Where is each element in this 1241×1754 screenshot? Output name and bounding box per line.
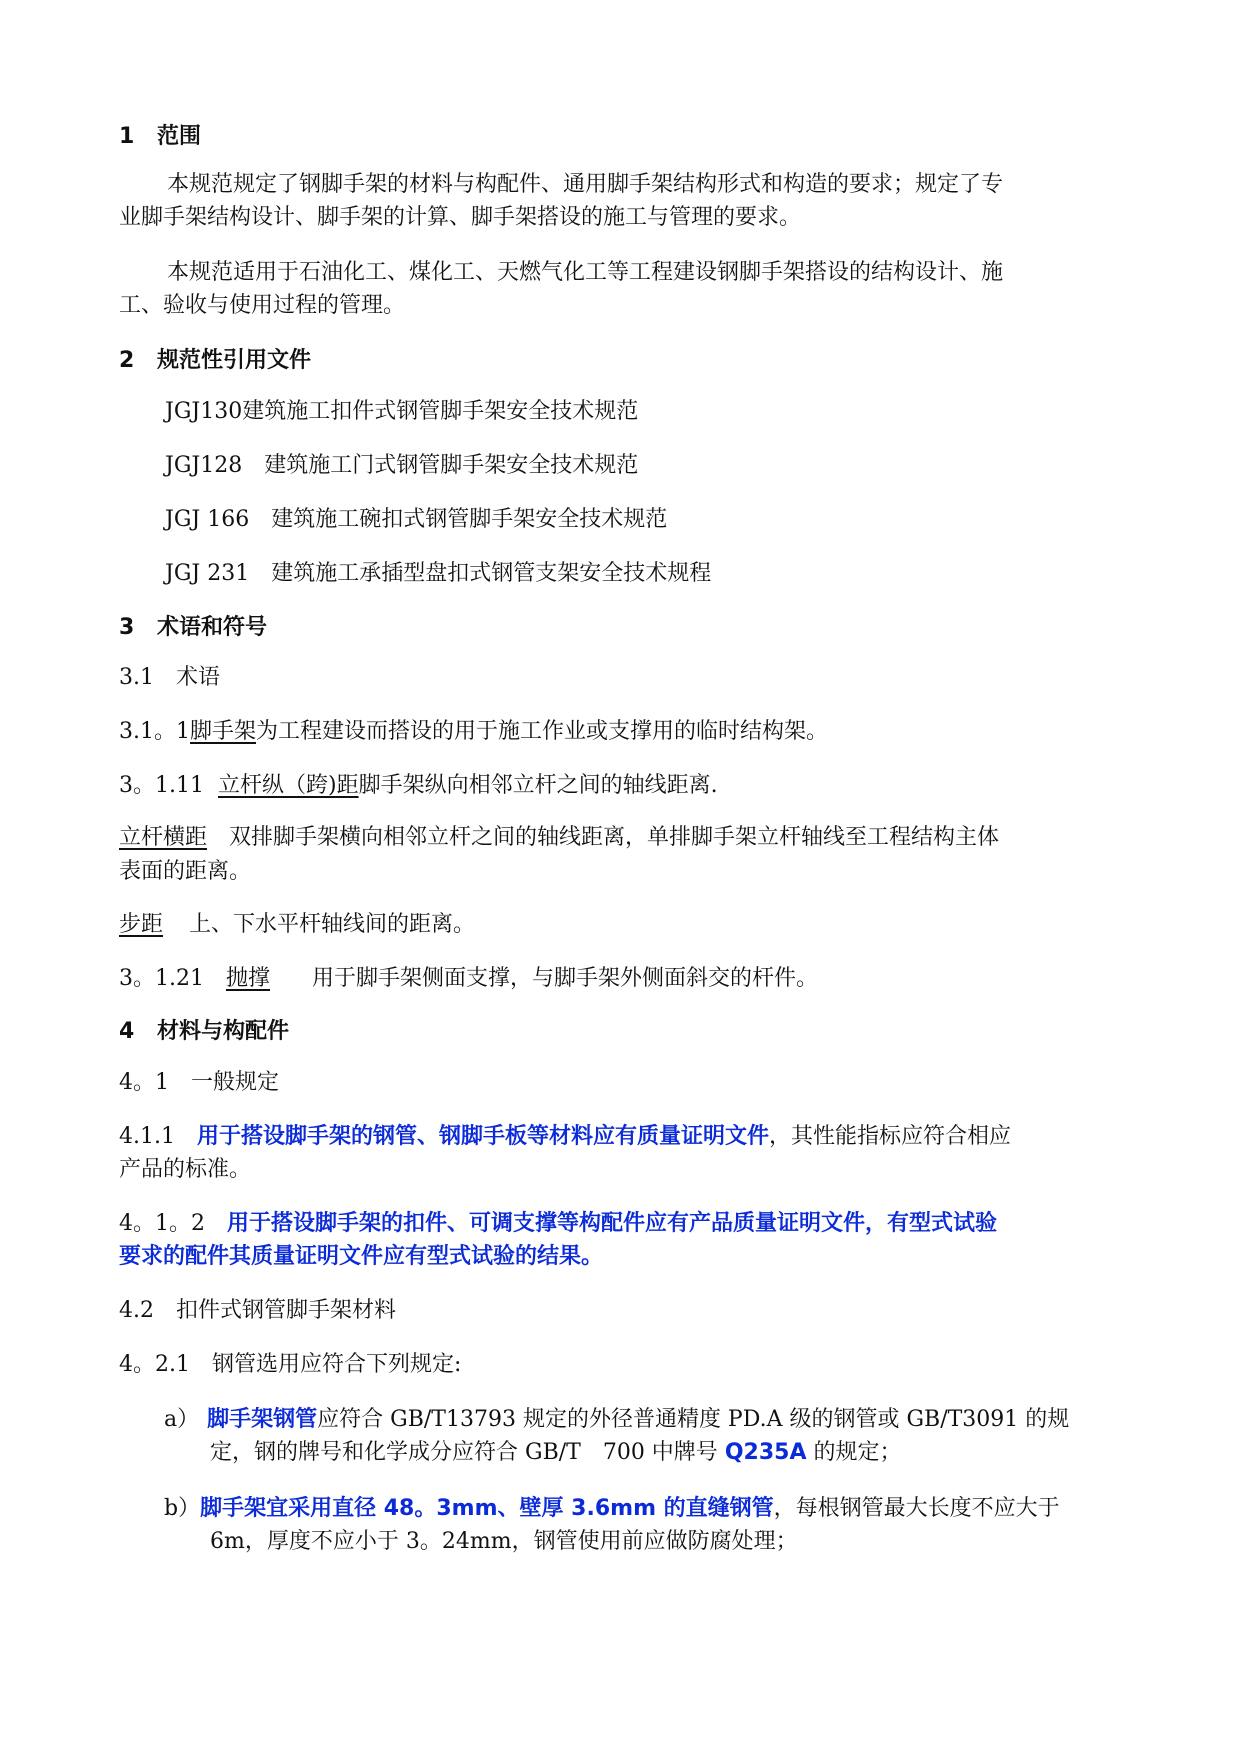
section-title: 范围 xyxy=(157,124,202,149)
subsection-heading: 4.2 扣件式钢管脚手架材料 xyxy=(119,1298,396,1323)
reference-code: JGJ128 xyxy=(165,453,243,478)
highlighted-text: 脚手架钢管 xyxy=(207,1407,318,1432)
list-item-b-continued: 6m，厚度不应小于 3。24mm，钢管使用前应做防腐处理； xyxy=(210,1529,798,1554)
list-text: 应符合 GB/T13793 规定的外径普通精度 PD.A 级的钢管或 GB/T3091 的规 xyxy=(317,1407,1070,1432)
term: 立杆横距 xyxy=(119,825,208,850)
list-item-a-continued xyxy=(210,1436,901,1470)
clause-number: 4.1.1 xyxy=(119,1124,175,1149)
reference-code: JGJ 166 xyxy=(165,507,250,532)
paragraph-line: 工、验收与使用过程的管理。 xyxy=(119,293,406,318)
reference-item xyxy=(165,503,667,537)
section-1-heading xyxy=(119,120,201,154)
list-item-a xyxy=(164,1403,1069,1437)
list-label: a） xyxy=(164,1407,200,1432)
reference-title: 建筑施工碗扣式钢管脚手架安全技术规范 xyxy=(271,507,668,532)
highlighted-text: 用于搭设脚手架的钢管、钢脚手板等材料应有质量证明文件 xyxy=(196,1124,769,1149)
clause: 4。2.1 钢管选用应符合下列规定: xyxy=(119,1352,462,1377)
section-number: 4 xyxy=(119,1019,135,1044)
term-entry xyxy=(119,821,999,855)
section-title: 规范性引用文件 xyxy=(157,348,312,373)
list-item-b xyxy=(164,1492,1060,1526)
clause xyxy=(119,1207,997,1241)
paragraph-line: 产品的标准。 xyxy=(119,1157,252,1182)
term-definition: 为工程建设而搭设的用于施工作业或支撑用的临时结构架。 xyxy=(256,719,829,744)
term-entry xyxy=(119,908,475,942)
term: 步距 xyxy=(119,912,164,937)
clause-text: ，其性能指标应符合相应 xyxy=(769,1124,1012,1149)
reference-title: 建筑施工门式钢管脚手架安全技术规范 xyxy=(264,453,639,478)
term-number: 3.1。1 xyxy=(119,719,190,744)
term: 脚手架 xyxy=(190,719,257,744)
term-entry xyxy=(119,962,818,996)
highlighted-text: 脚手架宜采用直径 48。3mm、壁厚 3.6mm 的直缝钢管 xyxy=(200,1496,774,1521)
section-3-heading xyxy=(119,611,267,645)
section-title: 术语和符号 xyxy=(157,615,268,640)
reference-code: JGJ 231 xyxy=(165,561,250,586)
section-number: 3 xyxy=(119,615,135,640)
reference-item xyxy=(165,557,711,591)
term-definition: 脚手架纵向相邻立杆之间的轴线距离. xyxy=(358,773,718,798)
highlighted-text: 用于搭设脚手架的扣件、可调支撑等构配件应有产品质量证明文件，有型式试验 xyxy=(227,1211,998,1236)
paragraph-line: 表面的距离。 xyxy=(119,859,252,884)
section-number: 1 xyxy=(119,124,135,149)
reference-item xyxy=(165,395,638,429)
reference-title: 建筑施工扣件式钢管脚手架安全技术规范 xyxy=(242,399,639,424)
list-text: ，每根钢管最大长度不应大于 xyxy=(773,1496,1060,1521)
term-entry xyxy=(119,715,828,749)
section-2-heading xyxy=(119,344,311,378)
term-definition: 用于脚手架侧面支撑，与脚手架外侧面斜交的杆件。 xyxy=(312,966,819,991)
reference-title: 建筑施工承插型盘扣式钢管支架安全技术规程 xyxy=(271,561,712,586)
list-text: 的规定； xyxy=(806,1440,902,1465)
list-text: 定，钢的牌号和化学成分应符合 GB/T 700 中牌号 xyxy=(210,1440,725,1465)
term-definition: 上、下水平杆轴线间的距离。 xyxy=(189,912,476,937)
paragraph-line: 业脚手架结构设计、脚手架的计算、脚手架搭设的施工与管理的要求。 xyxy=(119,205,802,230)
clause-number: 4。1。2 xyxy=(119,1211,205,1236)
list-label: b） xyxy=(164,1496,201,1521)
section-title: 材料与构配件 xyxy=(157,1019,290,1044)
section-4-heading xyxy=(119,1015,289,1049)
reference-item xyxy=(165,449,638,483)
term-definition: 双排脚手架横向相邻立杆之间的轴线距离，单排脚手架立杆轴线至工程结构主体 xyxy=(229,825,1000,850)
section-number: 2 xyxy=(119,348,135,373)
paragraph-line: 本规范规定了钢脚手架的材料与构配件、通用脚手架结构形式和构造的要求；规定了专 xyxy=(167,172,1004,197)
term-number: 3。1.11 xyxy=(119,773,204,798)
highlighted-text: 要求的配件其质量证明文件应有型式试验的结果。 xyxy=(119,1244,604,1269)
term-number: 3。1.21 xyxy=(119,966,204,991)
clause xyxy=(119,1120,1011,1154)
term: 立杆纵（跨)距 xyxy=(217,773,359,798)
reference-code: JGJ130 xyxy=(165,399,243,424)
subsection-heading: 3.1 术语 xyxy=(119,665,220,690)
paragraph-line: 本规范适用于石油化工、煤化工、天燃气化工等工程建设钢脚手架搭设的结构设计、施 xyxy=(167,260,1004,285)
term-entry xyxy=(119,769,718,803)
highlighted-text: Q235A xyxy=(724,1440,807,1465)
term: 抛撑 xyxy=(225,966,270,991)
subsection-heading: 4。1 一般规定 xyxy=(119,1070,279,1095)
